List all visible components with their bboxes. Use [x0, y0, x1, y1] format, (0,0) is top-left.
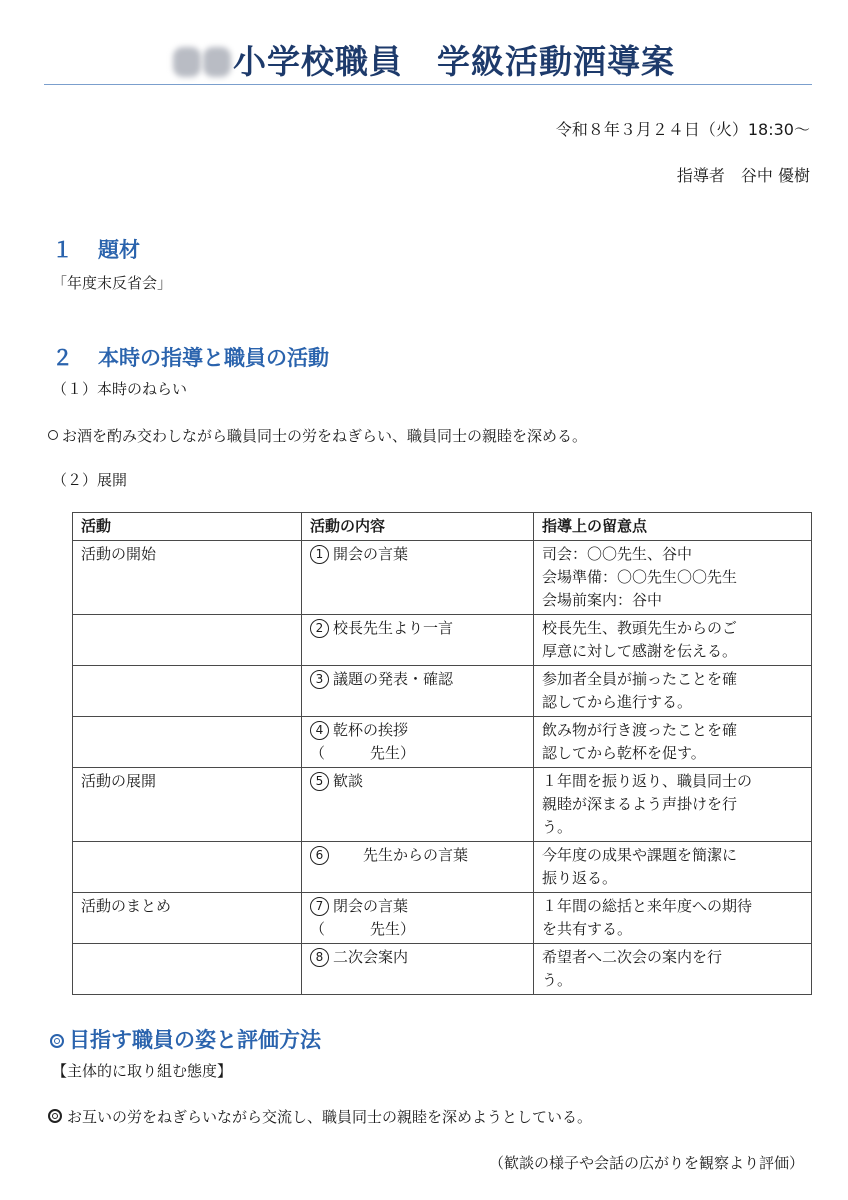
redacted-blur [173, 47, 201, 77]
content-subtext: （ 先生） [310, 744, 416, 762]
aim-text: お酒を酌み交わしながら職員同士の労をねぎらい、職員同士の親睦を深める。 [62, 427, 588, 445]
content-cell [302, 615, 534, 666]
content-cell [302, 717, 534, 768]
table-row [73, 842, 812, 893]
content-text: 閉会の言葉 [333, 897, 409, 915]
content-text: 議題の発表・確認 [333, 670, 454, 688]
activity-cell: 活動のまとめ [73, 893, 302, 944]
note-cell: 飲み物が行き渡ったことを確 認してから乾杯を促す。 [534, 717, 812, 768]
step-number-icon: 4 [310, 721, 329, 740]
circle-bullet-icon [48, 430, 58, 440]
development-subheading: （２）展開 [52, 471, 128, 489]
table-row [73, 541, 812, 615]
note-cell: １年間を振り返り、職員同士の 親睦が深まるよう声掛けを行 う。 [534, 768, 812, 842]
section3-heading-text: 目指す職員の姿と評価方法 [69, 1028, 321, 1052]
table-row [73, 893, 812, 944]
goal-item [48, 1106, 592, 1127]
table-row [73, 944, 812, 995]
double-circle-icon [50, 1034, 64, 1048]
content-cell [302, 666, 534, 717]
section2-number: ２ [52, 346, 73, 370]
section1-heading [52, 234, 140, 264]
section3-heading [50, 1024, 321, 1054]
step-number-icon: 7 [310, 897, 329, 916]
note-cell: 司会：〇〇先生、谷中 会場準備：〇〇先生〇〇先生 会場前案内：谷中 [534, 541, 812, 615]
note-cell: 希望者へ二次会の案内を行 う。 [534, 944, 812, 995]
step-number-icon: 6 [310, 846, 329, 865]
content-cell [302, 944, 534, 995]
note-cell: 校長先生、教頭先生からのご 厚意に対して感謝を伝える。 [534, 615, 812, 666]
table-header-row [73, 513, 812, 541]
content-cell [302, 768, 534, 842]
step-number-icon: 8 [310, 948, 329, 967]
double-circle-bullet-icon [48, 1109, 62, 1123]
document-title-text: 小学校職員 学級活動酒導案 [233, 42, 675, 81]
section2-heading-text: 本時の指導と職員の活動 [98, 346, 329, 370]
aim-subheading: （１）本時のねらい [52, 380, 188, 398]
note-cell: 参加者全員が揃ったことを確 認してから進行する。 [534, 666, 812, 717]
table-row [73, 615, 812, 666]
step-number-icon: 2 [310, 619, 329, 638]
criterion-label: 【主体的に取り組む態度】 [52, 1062, 233, 1080]
document-title [0, 36, 848, 83]
title-divider [44, 84, 812, 85]
section1-number: １ [52, 238, 73, 262]
activity-cell [73, 842, 302, 893]
note-cell: １年間の総括と来年度への期待 を共有する。 [534, 893, 812, 944]
content-cell [302, 893, 534, 944]
header-content: 活動の内容 [302, 513, 534, 541]
instructor-line: 指導者 谷中 優樹 [676, 166, 810, 185]
header-activity: 活動 [73, 513, 302, 541]
content-text: 開会の言葉 [333, 545, 409, 563]
content-text: 先生からの言葉 [333, 846, 469, 864]
step-number-icon: 1 [310, 545, 329, 564]
note-cell: 今年度の成果や課題を簡潔に 振り返る。 [534, 842, 812, 893]
evaluation-note: （歓談の様子や会話の広がりを観察より評価） [488, 1154, 804, 1172]
step-number-icon: 5 [310, 772, 329, 791]
activity-cell [73, 615, 302, 666]
content-text: 校長先生より一言 [333, 619, 454, 637]
activity-cell [73, 666, 302, 717]
content-text: 乾杯の挨拶 [333, 721, 409, 739]
aim-item [48, 425, 587, 446]
activity-cell: 活動の開始 [73, 541, 302, 615]
activity-cell: 活動の展開 [73, 768, 302, 842]
step-number-icon: 3 [310, 670, 329, 689]
table-row [73, 717, 812, 768]
lesson-plan-table [72, 512, 812, 995]
table-row [73, 768, 812, 842]
content-text: 歓談 [333, 772, 364, 790]
content-cell [302, 842, 534, 893]
activity-cell [73, 944, 302, 995]
section1-heading-text: 題材 [98, 238, 140, 262]
activity-cell [73, 717, 302, 768]
content-cell [302, 541, 534, 615]
date-line: 令和８年３月２４日（火）18:30〜 [555, 120, 810, 139]
section2-heading [52, 342, 329, 372]
table-row [73, 666, 812, 717]
section1-text: 「年度末反省会」 [52, 274, 173, 292]
header-notes: 指導上の留意点 [534, 513, 812, 541]
content-text: 二次会案内 [333, 948, 409, 966]
content-subtext: （ 先生） [310, 920, 416, 938]
redacted-blur [203, 47, 231, 77]
goal-text: お互いの労をねぎらいながら交流し、職員同士の親睦を深めようとしている。 [67, 1108, 593, 1126]
